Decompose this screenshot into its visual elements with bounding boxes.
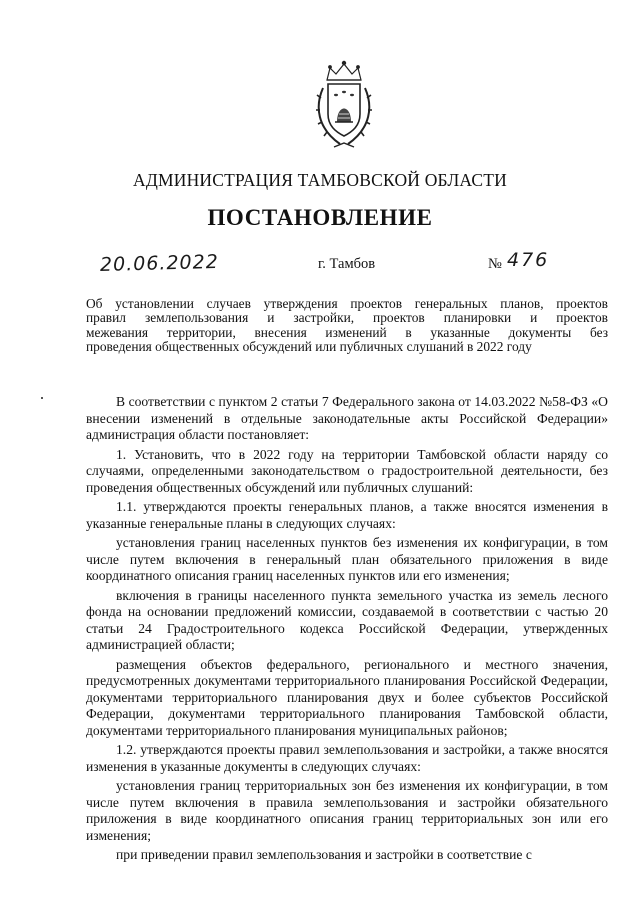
document-city: г. Тамбов [318,256,376,272]
subject-line: Об установлении случаев утверждения проектов генеральных планов, проектов [86,296,608,311]
paragraph-1-2: 1.2. утверждаются проекты правил землепользования и застройки, а также вносятся изменения в указанные документы в следующих случаях: [86,742,608,774]
agency-name: АДМИНИСТРАЦИЯ ТАМБОВСКОЙ ОБЛАСТИ [133,170,507,190]
paragraph-1-2-b: при приведении правил землепользования и застройки в соответствие с [116,847,532,862]
margin-mark [41,397,43,399]
paragraph-1-1: 1.1. утверждаются проекты генеральных планов, а также вносятся изменения в указанные генеральные планы в следующих случаях: [86,499,608,531]
document-subject [86,297,608,355]
paragraph-intro: В соответствии с пунктом 2 статьи 7 Федерального закона от 14.03.2022 №58-ФЗ «О внесении изменений в отдельные законодательные акты Российской Федерации» администрация области постановляет: [86,394,608,442]
paragraph-1-1-b: включения в границы населенного пункта земельного участка из земель лесного фонда на основании предложений комиссии, создаваемой в соответствии с частью 20 статьи 24 Градостроительного кодекса Российской Федерации, утвержденных администрацией области; [86,587,608,652]
document-number-label: № [488,256,502,272]
document-number: 476 [507,249,550,271]
paragraph-1: 1. Установить, что в 2022 году на территории Тамбовской области наряду со случаями, определенными законодательством о градостроительной деятельности, без проведения общественных обсуждений или публичных слушаний: [86,446,608,495]
paragraph-1-1-a: установления границ населенных пунктов без изменения их конфигурации, в том числе путем включения в генеральный план обязательного приложения в виде координатного описания границ населенных пунктов или его изменения; [86,535,608,583]
document-body [86,394,608,867]
subject-line: проведения общественных обсуждений или публичных слушаний в 2022 году [86,339,532,355]
paragraph-1-2-a: установления границ территориальных зон без изменения их конфигурации, в том числе путем включения в правила землепользования и застройки обязательного приложения в виде координатного описания границ территориальных зон или его изменения; [86,778,608,843]
document-date: 20.06.2022 [99,250,220,276]
tambov-region-coat-of-arms-icon [313,58,375,150]
paragraph-1-1-c: размещения объектов федерального, регионального и местного значения, предусмотренных документами территориального планирования Российской Федерации, документами территориального планирования двух и более субъектов Российской Федерации, документами территориального планирования Тамбовской области, документами территориального планирования муниципальных районов; [86,656,608,738]
subject-line: межевания территории, внесения изменений в указанные документы без [86,324,608,340]
document-type-title: ПОСТАНОВЛЕНИЕ [207,205,433,230]
subject-line: правил землепользования и застройки, проектов планировки и проектов [86,310,608,326]
